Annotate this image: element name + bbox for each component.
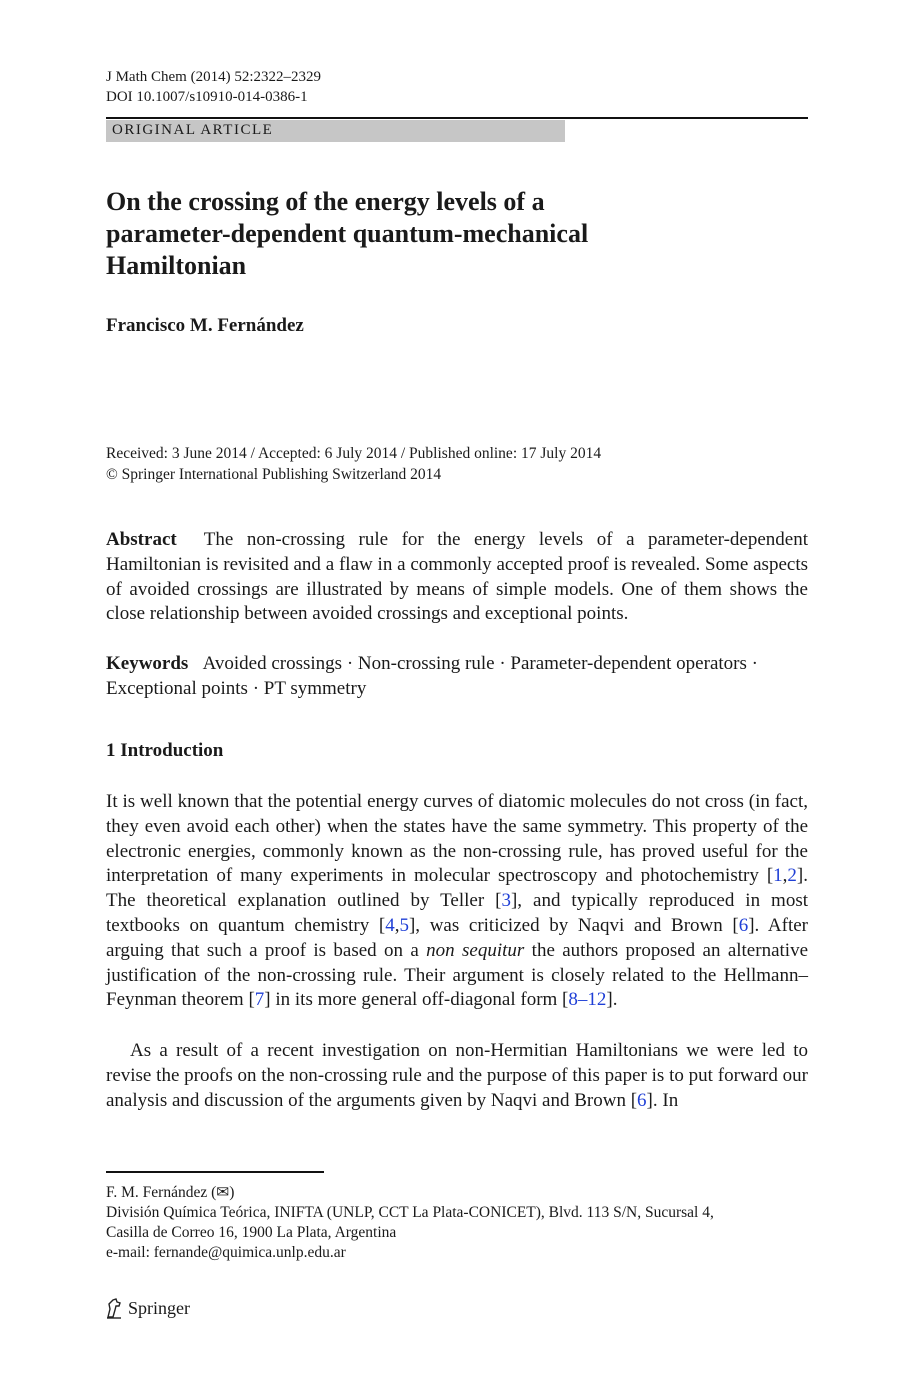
intro-text: , and typically reproduced in most textbooks on quantum chemistry [106,890,808,936]
citation-link[interactable]: 5 [399,914,409,936]
citation-link[interactable]: 6 [738,914,749,936]
author-name: Francisco M. Fernández [106,315,304,336]
intro-paragraph-2: As a result of a recent investigation on non-Hermitian Hamiltonians we were led to revise the proofs on the non-crossing rule and the purpose of this paper is to put forward our analysis and discussion of the arguments given by Naqvi and Brown [6]. In [106,1040,808,1111]
citation-link[interactable]: 1 [773,865,783,887]
intro-text: It is well known that the potential energy curves of diatomic molecules do not cross (in fact, they even avoid each other) when the states have the same symmetry. This property of the electronic energies, commonly known as the non-crossing rule, has proved useful for the interpretation of many experiments in molecular spectroscopy and photochemistry [106,791,808,887]
publisher-name: Springer [128,1297,190,1318]
journal-citation: J Math Chem (2014) 52:2322–2329 [106,69,321,85]
intro-text: in its more general off-diagonal form [270,989,563,1011]
article-type-banner: ORIGINAL ARTICLE [106,120,565,142]
footnote-rule [106,1171,324,1173]
footnote [106,1183,806,1263]
title-line-2: parameter-dependent quantum-mechanical [106,219,589,248]
intro-italic: non sequitur [426,939,525,961]
intro-text: . [612,989,618,1011]
intro-text: . In [652,1089,679,1111]
history-dates: Received: 3 June 2014 / Accepted: 6 July 2014 / Published online: 17 July 2014 [106,445,602,462]
journal-doi: DOI 10.1007/s10910-014-0386-1 [106,89,308,105]
intro-text: As a result of a recent investigation on non-Hermitian Hamiltonians we were led to revise the proofs on the non-crossing rule and the purpose of this paper is to put forward our analysis and discussion of the arguments given by Naqvi and Brown [106,1040,808,1111]
citation-link[interactable]: 8–12 [568,989,607,1011]
citation-link[interactable]: 2 [787,865,797,887]
intro-text: the authors proposed an alternative justification of the non-crossing rule. Their argument is closely related to the Hellmann–Feynman theorem [106,939,808,1011]
keywords-text: Avoided crossings · Non-crossing rule · Parameter-dependent operators · Exceptional points · PT symmetry [106,653,758,699]
intro-text: , was criticized by Naqvi and Brown [415,914,733,936]
copyright-line: © Springer International Publishing Switzerland 2014 [106,466,442,483]
section-heading: 1 Introduction [106,740,224,761]
citation-link[interactable]: 7 [254,989,265,1011]
springer-horse-icon [104,1297,124,1319]
intro-paragraph-1: It is well known that the potential energy curves of diatomic molecules do not cross (in fact, they even avoid each other) when the states have the same symmetry. This property of the electronic energies, commonly known as the non-crossing rule, has proved useful for the interpretation of many experiments in molecular spectroscopy and photochemistry [1,2]. The theoretical explanation outlined by Teller [3], and typically reproduced in most textbooks on quantum chemistry [4,5], was criticized by Naqvi and Brown [6]. After arguing that such a proof is based on a non sequitur the authors proposed an alternative justification of the non-crossing rule. Their argument is closely related to the Hellmann–Feynman theorem [7] in its more general off-diagonal form [8–12]. [106,791,808,1011]
publication-dates [106,443,601,485]
keywords-label: Keywords [106,653,189,674]
keywords [106,652,808,702]
citation-link[interactable]: 4 [385,914,395,936]
header-rule [106,117,808,119]
abstract-label: Abstract [106,529,177,550]
footnote-affiliation-2: Casilla de Correo 16, 1900 La Plata, Argentina [106,1224,397,1241]
paper-title [106,186,746,282]
citation-link[interactable]: 6 [637,1089,647,1111]
publisher-mark [104,1297,190,1319]
footnote-author: F. M. Fernández (✉) [106,1184,235,1201]
journal-info [106,67,321,107]
footnote-affiliation-1: División Química Teórica, INIFTA (UNLP, CCT La Plata-CONICET), Blvd. 113 S/N, Sucursal 4, [106,1204,714,1221]
intro-text: . The theoretical explanation outlined by Teller [106,865,808,912]
citation-link[interactable]: 3 [501,890,511,912]
footnote-email[interactable]: e-mail: fernande@quimica.unlp.edu.ar [106,1244,346,1261]
abstract-text: The non-crossing rule for the energy levels of a parameter-dependent Hamiltonian is revisited and a flaw in a commonly accepted proof is revealed. Some aspects of avoided crossings are illustrated by means of simple models. One of them shows the close relationship between avoided crossings and exceptional points. [106,529,809,625]
title-line-3: Hamiltonian [106,251,247,280]
abstract [106,528,808,627]
title-line-1: On the crossing of the energy levels of a [106,187,545,216]
intro-text: . After arguing that such a proof is based on a [106,914,808,961]
